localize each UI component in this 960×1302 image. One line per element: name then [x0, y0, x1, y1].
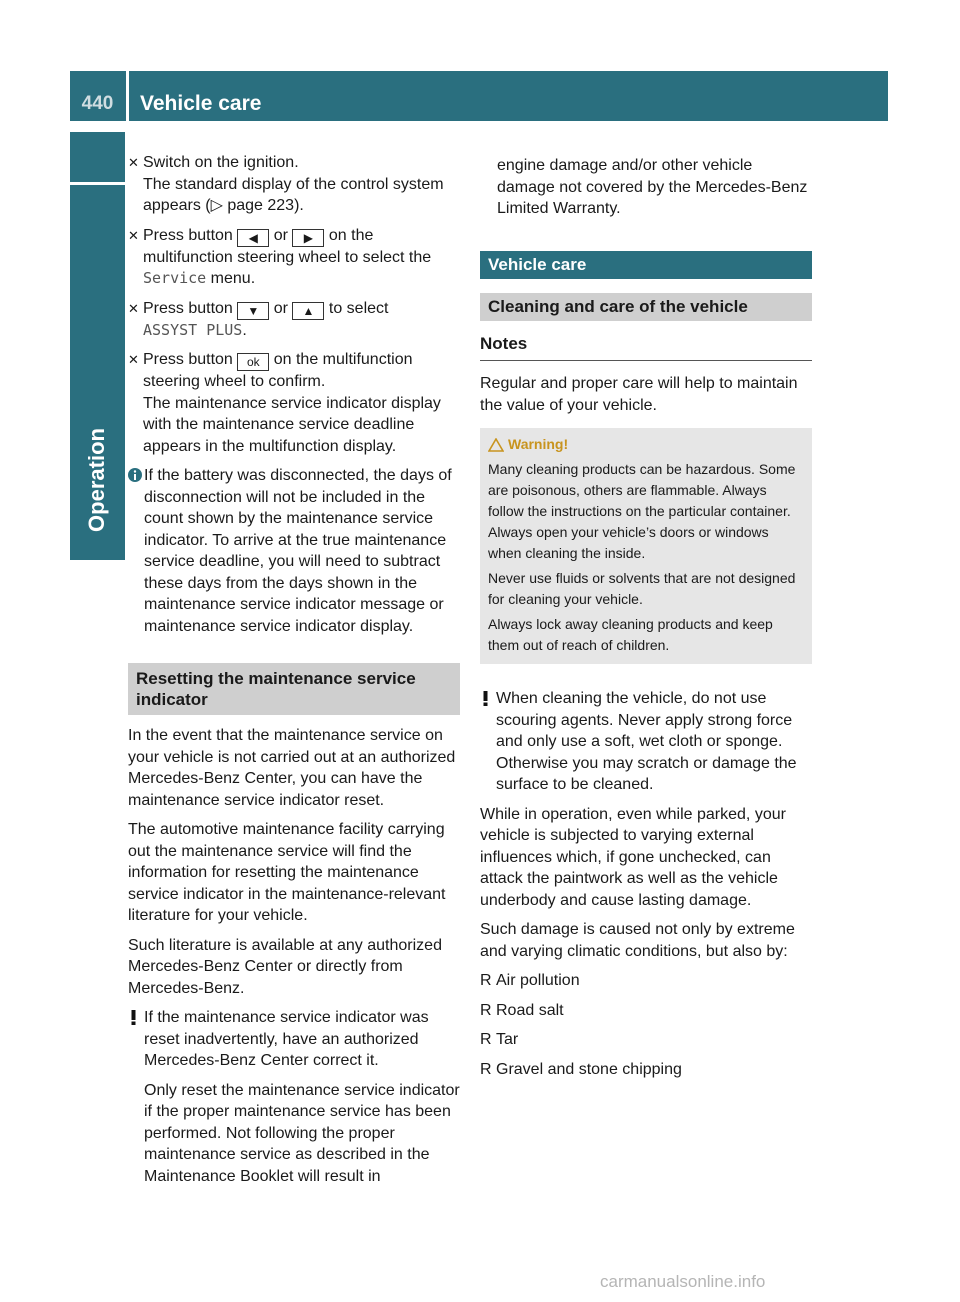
up-arrow-key-icon: ▲ — [292, 302, 324, 320]
step-text: on the multifunction steering wheel to confirm. — [143, 351, 413, 390]
right-column — [480, 155, 812, 1088]
page-title: Vehicle care — [140, 92, 262, 115]
notes-heading: Notes — [480, 329, 812, 362]
step-text: on the multifunction steering wheel to select the — [143, 226, 432, 266]
caution-note — [480, 688, 812, 796]
exclamation-icon — [128, 1009, 144, 1025]
bullet-r-icon: R — [480, 1031, 492, 1048]
paragraph: In the event that the maintenance service on your vehicle is not carried out at an authorized Mercedes-Benz Center, you can have the maintenance service indicator reset. — [128, 727, 456, 809]
bullet-text: Tar — [496, 1031, 519, 1048]
warning-box — [480, 428, 812, 664]
bullet-text: Road salt — [496, 1001, 564, 1019]
step-text: to select — [328, 299, 389, 317]
step-text: Press button — [143, 226, 233, 244]
step-x-icon: ✕ — [128, 227, 139, 243]
menu-name: Service — [143, 269, 207, 287]
bullet-item — [480, 970, 812, 992]
ok-key-icon: ok — [237, 353, 269, 371]
paragraph: While in operation, even while parked, your vehicle is subjected to varying external influences which, if gone unchecked, can attack the paintwork as well as the vehicle underbody and cause lasting damage. — [480, 805, 786, 909]
bullet-text: Gravel and stone chipping — [496, 1060, 682, 1078]
left-arrow-key-icon: ◀ — [237, 229, 269, 247]
bullet-r-icon: R — [480, 1060, 492, 1078]
step-text: The standard display of the control system appears (▷ page 223). — [143, 175, 444, 214]
step-x-icon: ✕ — [128, 155, 139, 170]
caution-note-text: When cleaning the vehicle, do not use scouring agents. Never apply strong force and only use a soft, wet cloth or sponge. Otherwise you may scratch or damage the surface to be cleaned. — [496, 690, 797, 793]
step-text: or — [273, 299, 288, 317]
continued-text: engine damage and/or other vehicle damage not covered by the Mercedes-Benz Limited Warranty. — [497, 157, 808, 217]
warning-text: Never use fluids or solvents that are not designed for cleaning your vehicle. — [488, 570, 796, 607]
paragraph: The automotive maintenance facility carrying out the maintenance service will find the information for resetting the maintenance service indicator in the maintenance-relevant literature for your vehicle. — [128, 821, 446, 924]
menu-name: ASSYST PLUS — [143, 320, 243, 339]
paragraph: Such damage is caused not only by extreme and varying climatic conditions, but also by: — [480, 921, 795, 960]
bullet-item — [480, 1059, 812, 1081]
side-tab-label: Operation — [84, 428, 109, 532]
side-tab-square — [70, 132, 125, 182]
warning-text: Many cleaning products can be hazardous. Some are poisonous, others are flammable. Always follow the instructions on the particular container. Always open your vehicle’s doors or windows when cleaning the inside. — [488, 461, 796, 561]
step-x-icon: ✕ — [128, 300, 139, 316]
step-text: Press button — [143, 351, 233, 368]
bullet-item — [480, 1000, 812, 1022]
page-number: 440 — [81, 93, 114, 114]
warning-title — [488, 434, 804, 455]
caution-note-text: Only reset the maintenance service indicator if the proper maintenance service has been performed. Not following the proper maintenance service as described in the Maintenance Booklet will result in — [144, 1081, 460, 1185]
step-text: . — [242, 321, 247, 339]
bullet-item — [480, 1029, 812, 1051]
bullet-text: Air pollution — [496, 972, 580, 989]
step-x-icon: ✕ — [128, 352, 139, 367]
exclamation-icon — [480, 690, 496, 706]
step-text: Switch on the ignition. — [143, 154, 299, 171]
step-select-service — [128, 225, 460, 290]
info-note — [128, 465, 460, 637]
step-select-assyst — [128, 298, 460, 342]
step-ignition — [128, 152, 460, 217]
bullet-r-icon: R — [480, 972, 492, 989]
step-confirm — [128, 349, 460, 457]
bullet-r-icon: R — [480, 1001, 492, 1019]
reset-heading: Resetting the maintenance service indicator — [128, 663, 460, 715]
header-divider — [126, 71, 129, 121]
step-text: The maintenance service indicator display with the maintenance service deadline appears in the multifunction display. — [143, 394, 441, 455]
warning-text: Always lock away cleaning products and keep them out of reach of children. — [488, 616, 773, 653]
caution-note — [128, 1007, 460, 1187]
info-icon — [128, 467, 144, 483]
warning-title-text: Warning! — [508, 436, 569, 452]
step-text: Press button — [143, 299, 233, 317]
down-arrow-key-icon: ▼ — [237, 302, 269, 320]
intro-paragraph: Regular and proper care will help to maintain the value of your vehicle. — [480, 375, 798, 414]
right-arrow-key-icon: ▶ — [292, 229, 324, 247]
paragraph: Such literature is available at any authorized Mercedes-Benz Center or directly from Mercedes-Benz. — [128, 936, 442, 997]
section-heading: Vehicle care — [480, 251, 812, 279]
left-column — [128, 152, 460, 1195]
step-text: menu. — [210, 270, 256, 287]
step-text: or — [273, 226, 288, 244]
caution-note-text: If the maintenance service indicator was reset inadvertently, have an authorized Mercedes-Benz Center correct it. — [144, 1009, 429, 1069]
info-note-text: If the battery was disconnected, the days of disconnection will not be included in the count shown by the maintenance service indicator. To arrive at the true maintenance service deadline, you will need to subtract these days from the days shown in the maintenance service indicator message or maintenance service indicator display. — [144, 467, 452, 635]
warning-triangle-icon — [488, 438, 504, 452]
watermark[interactable]: carmanualsonline.info — [600, 1272, 766, 1291]
subsection-heading: Cleaning and care of the vehicle — [480, 293, 812, 321]
